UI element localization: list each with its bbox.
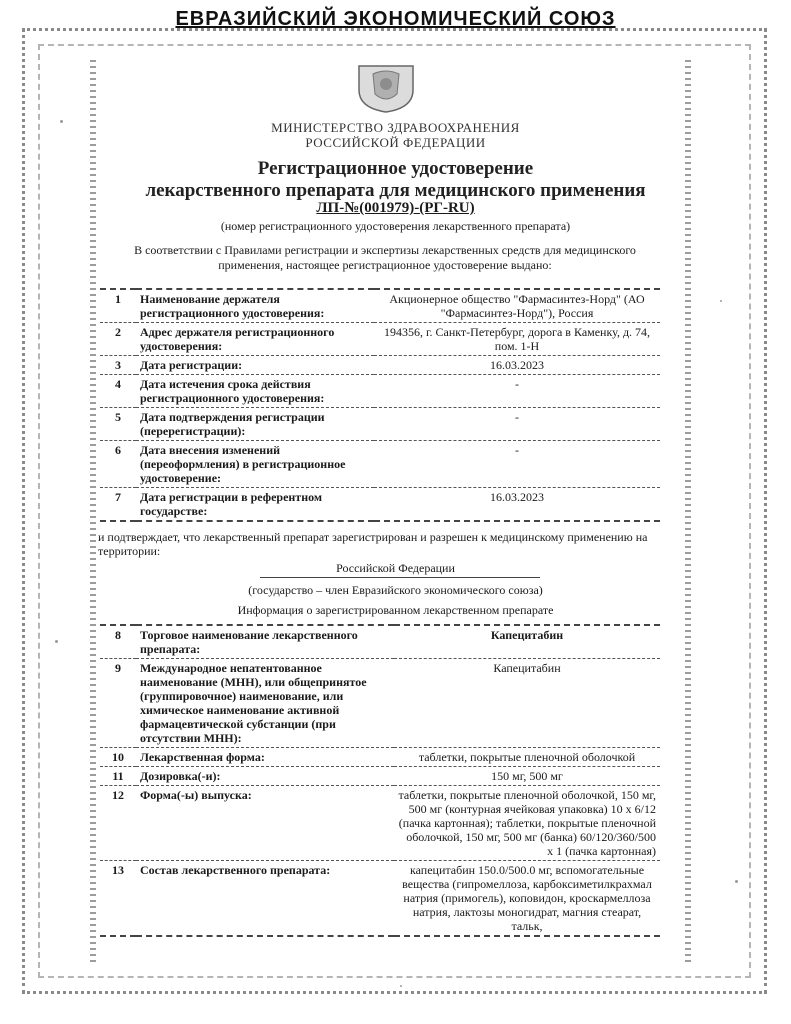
row-number: 6 xyxy=(100,441,136,488)
row-value: - xyxy=(374,408,660,441)
row-value: - xyxy=(374,375,660,408)
registration-number: ЛП-№(001979)-(РГ-RU) xyxy=(316,200,475,216)
ministry-line-1: МИНИСТЕРСТВО ЗДРАВООХРАНЕНИЯ xyxy=(271,120,520,135)
row-value: 16.03.2023 xyxy=(374,488,660,522)
row-number: 12 xyxy=(100,786,136,861)
row-value: 150 мг, 500 мг xyxy=(394,767,660,786)
coat-of-arms-icon xyxy=(353,60,419,114)
table-row xyxy=(100,323,660,356)
row-number: 2 xyxy=(100,323,136,356)
row-label: Международное непатентованное наименование (МНН), или общепринятое (группировочное) наименование, или химическое наименование активной фармацевтической субстанции (при отсутствии МНН): xyxy=(136,659,394,748)
scan-speck xyxy=(735,880,738,883)
row-value: таблетки, покрытые пленочной оболочкой xyxy=(394,748,660,767)
territory-name: Российской Федерации xyxy=(336,561,455,575)
territory-underline xyxy=(260,577,540,578)
scan-speck xyxy=(55,640,58,643)
row-label: Форма(-ы) выпуска: xyxy=(136,786,394,861)
scan-speck xyxy=(720,300,722,302)
drug-info-heading: Информация о зарегистрированном лекарственном препарате xyxy=(237,603,554,617)
row-label: Дата внесения изменений (переоформления) в регистрационное удостоверение: xyxy=(136,441,374,488)
table-row xyxy=(100,441,660,488)
row-label: Дата подтверждения регистрации (перерегистрации): xyxy=(136,408,374,441)
table-row xyxy=(100,289,660,323)
table-row xyxy=(100,748,660,767)
row-value: Капецитабин xyxy=(394,659,660,748)
row-label: Состав лекарственного препарата: xyxy=(136,861,394,937)
row-number: 1 xyxy=(100,289,136,323)
document-title-line-1: Регистрационное удостоверение xyxy=(257,158,534,179)
row-label: Дата регистрации: xyxy=(136,356,374,375)
row-label: Дозировка(-и): xyxy=(136,767,394,786)
confirmation-text: и подтверждает, что лекарственный препарат зарегистрирован и разрешен к медицинскому применению на территории: xyxy=(98,530,648,558)
row-value: Капецитабин xyxy=(394,625,660,659)
ministry-line-2: РОССИЙСКОЙ ФЕДЕРАЦИИ xyxy=(305,135,486,150)
row-label: Дата истечения срока действия регистрационного удостоверения: xyxy=(136,375,374,408)
scan-speck xyxy=(400,985,402,987)
row-value: 16.03.2023 xyxy=(374,356,660,375)
row-label: Наименование держателя регистрационного удостоверения: xyxy=(136,289,374,323)
intro-text: В соответствии с Правилами регистрации и экспертизы лекарственных средств для медицинского применения, настоящее регистрационное удостоверение выдано: xyxy=(134,243,636,272)
row-number: 9 xyxy=(100,659,136,748)
table-row xyxy=(100,659,660,748)
row-label: Лекарственная форма: xyxy=(136,748,394,767)
row-value: капецитабин 150.0/500.0 мг, вспомогательные вещества (гипромеллоза, карбоксиметилкрахмал натрия (примогель), коповидон, кроскармеллоза натрия, лактозы моногидрат, магния стеарат, тальк, xyxy=(394,861,660,937)
row-value: таблетки, покрытые пленочной оболочкой, 150 мг, 500 мг (контурная ячейковая упаковка) 10 х 6/12 (пачка картонная); таблетки, покрытые пленочной оболочкой, 150 мг, 500 мг (банка) 60/120/360/500 х 1 (пачка картонная) xyxy=(394,786,660,861)
row-number: 8 xyxy=(100,625,136,659)
row-number: 3 xyxy=(100,356,136,375)
table-row xyxy=(100,375,660,408)
scan-speck xyxy=(60,120,63,123)
table-row xyxy=(100,408,660,441)
row-value: Акционерное общество "Фармасинтез-Норд" (АО "Фармасинтез-Норд"), Россия xyxy=(374,289,660,323)
registration-number-caption: (номер регистрационного удостоверения лекарственного препарата) xyxy=(220,219,571,233)
row-number: 5 xyxy=(100,408,136,441)
table-row xyxy=(100,786,660,861)
row-value: 194356, г. Санкт-Петербург, дорога в Каменку, д. 74, пом. 1-Н xyxy=(374,323,660,356)
drug-table xyxy=(100,624,660,937)
row-number: 4 xyxy=(100,375,136,408)
table-row xyxy=(100,356,660,375)
table-row xyxy=(100,861,660,937)
territory-caption: (государство – член Евразийского экономического союза) xyxy=(248,583,543,597)
table-row xyxy=(100,625,660,659)
row-number: 10 xyxy=(100,748,136,767)
holder-table xyxy=(100,288,660,522)
row-label: Торговое наименование лекарственного препарата: xyxy=(136,625,394,659)
row-number: 7 xyxy=(100,488,136,522)
table-row xyxy=(100,767,660,786)
row-number: 13 xyxy=(100,861,136,937)
row-number: 11 xyxy=(100,767,136,786)
row-value: - xyxy=(374,441,660,488)
document-title-line-2: лекарственного препарата для медицинского применения xyxy=(145,180,646,201)
row-label: Адрес держателя регистрационного удостоверения: xyxy=(136,323,374,356)
table-row xyxy=(100,488,660,522)
row-label: Дата регистрации в референтном государстве: xyxy=(136,488,374,522)
union-title: ЕВРАЗИЙСКИЙ ЭКОНОМИЧЕСКИЙ СОЮЗ xyxy=(175,8,616,30)
